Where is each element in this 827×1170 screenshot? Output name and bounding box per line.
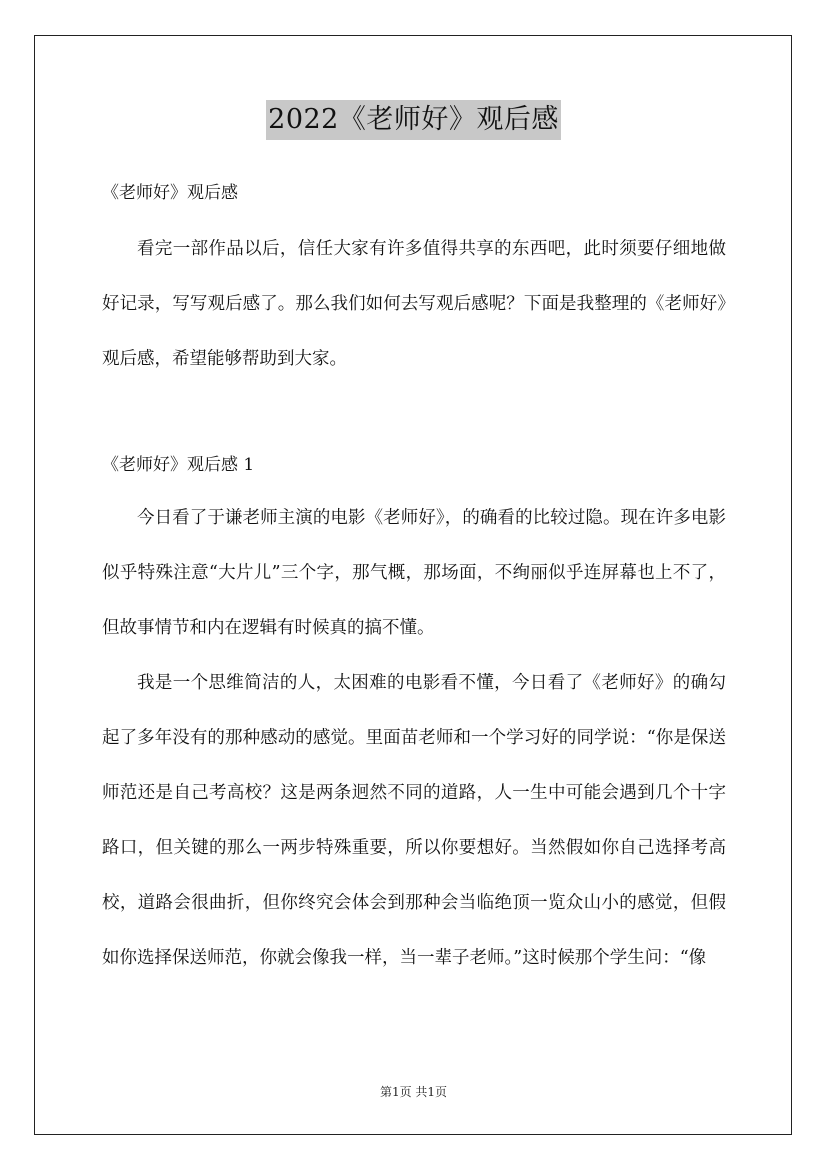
section1-paragraph-1: 今日看了于谦老师主演的电影《老师好》，的确看的比较过隐。现在许多电影似乎特殊注意“大片儿”三个字，那气概，那场面，不绚丽似乎连屏幕也上不了，但故事情节和内在逻辑有时候真的搞不懂。: [102, 508, 726, 638]
intro-heading: 《老师好》观后感: [102, 183, 238, 203]
intro-paragraph: 看完一部作品以后，信任大家有许多值得共享的东西吧，此时须要仔细地做好记录，写写观后感了。那么我们如何去写观后感呢？下面是我整理的《老师好》观后感，希望能够帮助到大家。: [102, 239, 726, 369]
document-title: 2022《老师好》观后感: [266, 100, 561, 140]
page-footer: 第1页 共1页: [379, 1085, 448, 1099]
title-container: [0, 100, 827, 140]
section1-paragraph-2: 我是一个思维简洁的人，太困难的电影看不懂，今日看了《老师好》的确勾起了多年没有的那种感动的感觉。里面苗老师和一个学习好的同学说：“你是保送师范还是自己考高校？这是两条迥然不同的道路，人一生中可能会遇到几个十字路口，但关键的那么一两步特殊重要，所以你要想好。当然假如你自己选择考高校，道路会很曲折，但你终究会体会到那种会当临绝顶一览众山小的感觉，但假如你选择保送师范，你就会像我一样，当一辈子老师。”这时候那个学生问：“像: [102, 673, 726, 968]
section1-heading: 《老师好》观后感 1: [102, 455, 255, 475]
